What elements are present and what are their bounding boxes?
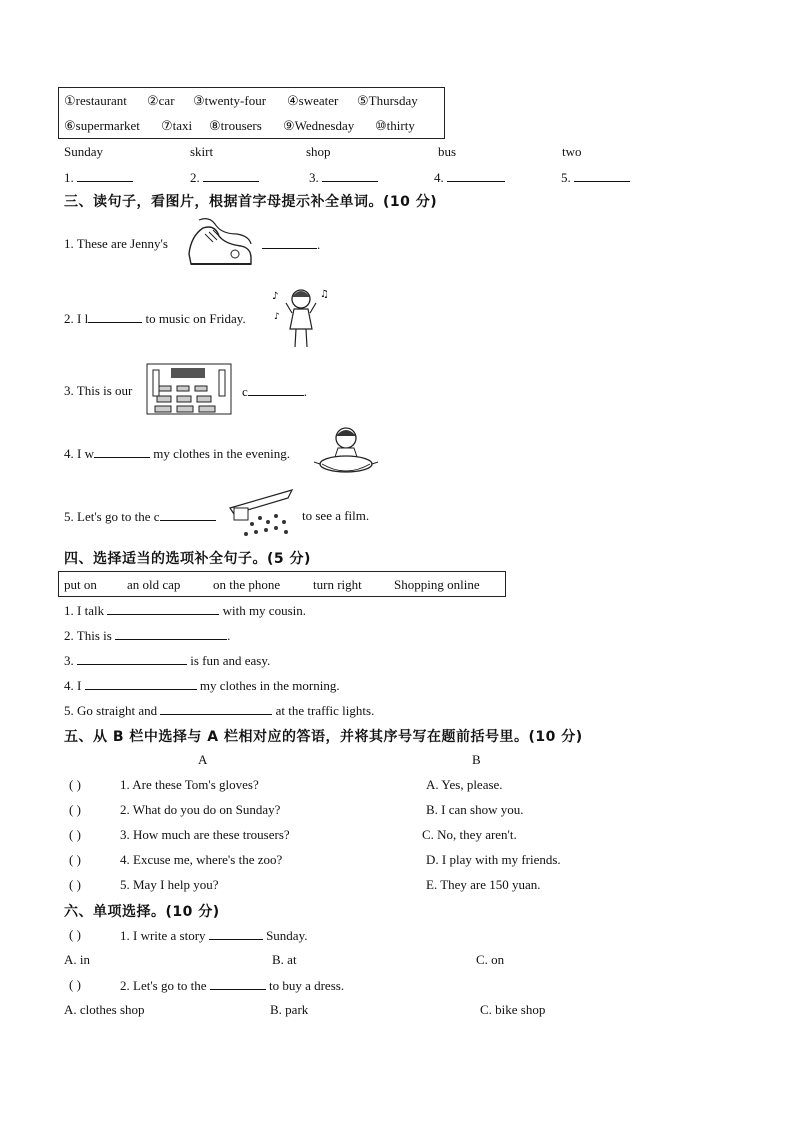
word-bank-item: ⑨Wednesday [283, 118, 355, 133]
answer-paren[interactable]: ( ) [69, 877, 81, 892]
mc-option[interactable]: C. on [476, 952, 505, 967]
word-bank-item: ④sweater [287, 93, 339, 108]
s3-item-1: 1. These are Jenny's [64, 236, 168, 251]
s4-item-5[interactable]: 5. Go straight and at the traffic lights. [64, 703, 375, 718]
category-header: shop [306, 144, 331, 159]
option-item: turn right [313, 577, 362, 592]
option-item: an old cap [127, 577, 181, 592]
svg-text:♪: ♪ [274, 312, 280, 322]
s4-item-1[interactable]: 1. I talk with my cousin. [64, 603, 306, 618]
word-bank-item: ⑩thirty [375, 118, 415, 133]
option-item: put on [64, 577, 97, 592]
mc-option[interactable]: C. bike shop [480, 1002, 546, 1017]
answer-b: E. They are 150 yuan. [426, 877, 541, 892]
s3-item-4[interactable]: 4. I w my clothes in the evening. [64, 446, 291, 461]
option-item: on the phone [213, 577, 281, 592]
question-a: 2. What do you do on Sunday? [120, 802, 281, 817]
section-3-title: 三、读句子，看图片，根据首字母提示补全单词。(10 分) [64, 194, 438, 210]
category-blank[interactable]: 5. [561, 169, 630, 186]
option-item: Shopping online [394, 577, 480, 592]
classroom-icon [145, 362, 233, 416]
s4-item-2[interactable]: 2. This is . [64, 628, 231, 643]
mc-option[interactable]: B. at [272, 952, 297, 967]
category-header: skirt [190, 144, 214, 159]
girl-listening-music-icon [268, 283, 334, 353]
question-a: 1. Are these Tom's gloves? [120, 777, 259, 792]
category-header: bus [438, 144, 457, 159]
s3-item-5-tail: to see a film. [302, 508, 370, 523]
category-blank[interactable]: 3. [309, 169, 378, 186]
s4-item-4[interactable]: 4. I my clothes in the morning. [64, 678, 340, 693]
mc-option[interactable]: A. in [64, 952, 90, 967]
sneakers-icon [185, 214, 257, 274]
question-a: 3. How much are these trousers? [120, 827, 290, 842]
answer-b: B. I can show you. [426, 802, 524, 817]
answer-paren[interactable]: ( ) [69, 852, 81, 867]
s4-item-3[interactable]: 3. is fun and easy. [64, 653, 271, 668]
answer-paren[interactable]: ( ) [69, 802, 81, 817]
question-a: 5. May I help you? [120, 877, 219, 892]
girl-washing-clothes-icon [312, 424, 380, 480]
column-b-header: B [472, 752, 481, 767]
word-bank-item: ⑤Thursday [357, 93, 418, 108]
s3-item-3: 3. This is our [64, 383, 133, 398]
question-a: 4. Excuse me, where's the zoo? [120, 852, 283, 867]
category-blank[interactable]: 4. [434, 169, 505, 186]
mc-question-1[interactable]: 1. I write a story Sunday. [120, 928, 308, 943]
category-blank[interactable]: 2. [190, 169, 259, 186]
answer-paren[interactable]: ( ) [69, 977, 81, 992]
svg-text:♪: ♪ [272, 291, 279, 302]
mc-question-2[interactable]: 2. Let's go to the to buy a dress. [120, 978, 345, 993]
word-bank-item: ③twenty-four [193, 93, 267, 108]
answer-b: C. No, they aren't. [422, 827, 517, 842]
answer-paren[interactable]: ( ) [69, 927, 81, 942]
answer-paren[interactable]: ( ) [69, 777, 81, 792]
mc-option[interactable]: A. clothes shop [64, 1002, 145, 1017]
word-bank-item: ⑧trousers [209, 118, 262, 133]
section-4-title: 四、选择适当的选项补全句子。(5 分) [64, 551, 311, 567]
cinema-projector-icon [226, 488, 296, 540]
s3-blank-3[interactable]: c . [242, 384, 308, 399]
answer-paren[interactable]: ( ) [69, 827, 81, 842]
svg-text:♫: ♫ [320, 289, 329, 300]
category-header: two [562, 144, 582, 159]
category-header: Sunday [64, 144, 103, 159]
s3-item-5[interactable]: 5. Let's go to the c [64, 508, 216, 525]
s3-item-2[interactable]: 2. I l to music on Friday. [64, 311, 246, 326]
answer-b: D. I play with my friends. [426, 852, 561, 867]
word-bank-item: ①restaurant [64, 93, 127, 108]
column-a-header: A [198, 752, 208, 767]
category-blank[interactable]: 1. [64, 169, 133, 186]
s3-blank-1[interactable]: . [262, 236, 320, 253]
word-bank-item: ②car [147, 93, 175, 108]
section-5-title: 五、从 B 栏中选择与 A 栏相对应的答语，并将其序号写在题前括号里。(10 分) [64, 729, 583, 745]
word-bank-item: ⑥supermarket [64, 118, 140, 133]
word-bank-item: ⑦taxi [161, 118, 193, 133]
answer-b: A. Yes, please. [426, 777, 503, 792]
mc-option[interactable]: B. park [270, 1002, 309, 1017]
section-6-title: 六、单项选择。(10 分) [64, 904, 220, 920]
